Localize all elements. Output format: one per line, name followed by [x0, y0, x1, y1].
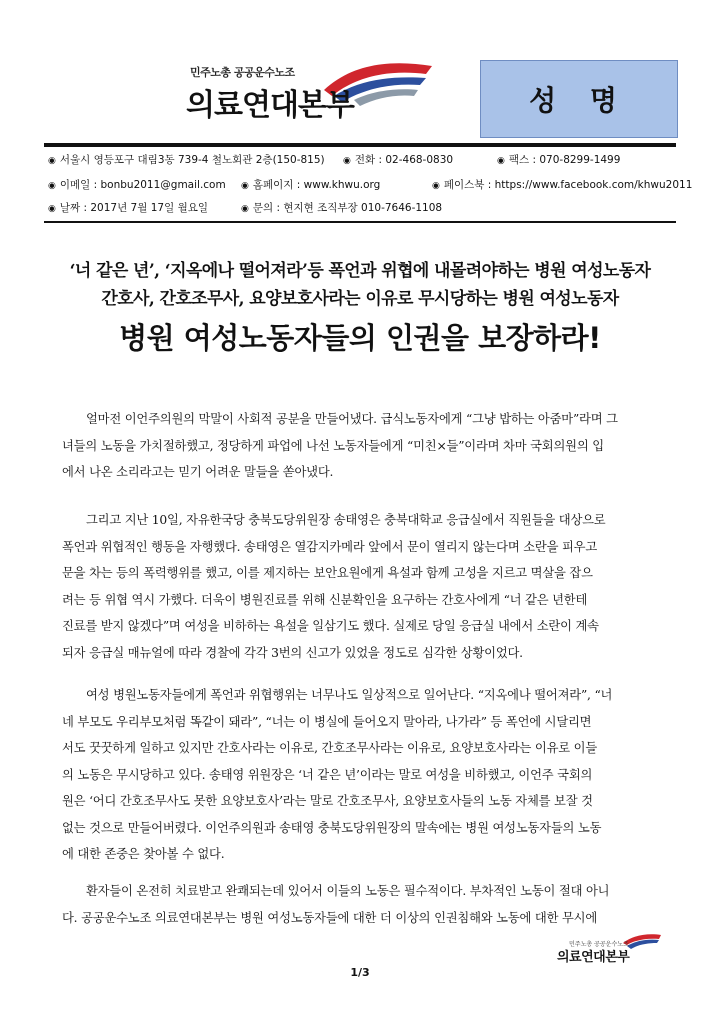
paragraph-3	[62, 682, 672, 868]
paragraph-line: 원은 ‘어디 간호조무사도 못한 요양보호사’라는 말로 간호조무사, 요양보호사들의 노동 자체를 보잘 것	[62, 794, 593, 808]
union-logo	[134, 52, 424, 132]
info-email: ◉ 이메일 : bonbu2011@gmail.com	[48, 179, 226, 191]
info-address: ◉ 서울시 영등포구 대림3동 739-4 철노회관 2층(150-815)	[48, 154, 325, 166]
paragraph-line: 되자 응급실 매뉴얼에 따라 경찰에 각각 3번의 신고가 있었을 정도로 심각한 상황이었다.	[62, 645, 523, 660]
paragraph-line: 려는 등 위협 역시 가했다. 더욱이 병원진료를 위해 신분확인을 요구하는 간호사에게 “너 같은 년한테	[62, 592, 588, 607]
paragraph-1	[62, 406, 672, 486]
paragraph-line: 에 대한 존중은 찾아볼 수 없다.	[62, 847, 225, 861]
paragraph-4	[62, 878, 672, 931]
bullet-icon: ◉	[432, 181, 440, 191]
document-type: 성 명	[529, 84, 629, 117]
bullet-icon: ◉	[241, 181, 249, 191]
paragraph-line: 진료를 받지 않겠다”며 여성을 비하하는 욕설을 일삼기도 했다. 실제로 당일 응급실 내에서 소란이 계속	[62, 619, 599, 633]
footer-org-subtitle: 민주노총 공공운수노조	[569, 941, 629, 948]
paragraph-line: 서도 꿋꿋하게 일하고 있지만 간호사라는 이유로, 간호조무사라는 이유로, 요양보호사라는 이유로 이들	[62, 741, 598, 755]
paragraph-line: 폭언과 위협적인 행동을 자행했다. 송태영은 열감지카메라 앞에서 문이 열리지 않는다며 소란을 피우고	[62, 539, 598, 554]
bullet-icon: ◉	[343, 156, 351, 166]
org-name: 의료연대본부	[186, 88, 354, 123]
paragraph-line: 다. 공공운수노조 의료연대본부는 병원 여성노동자들에 대한 더 이상의 인권침해와 노동에 대한 무시에	[62, 910, 598, 925]
info-contact: ◉ 문의 : 현지현 조직부장 010-7646-1108	[241, 202, 443, 214]
letterhead	[44, 44, 676, 142]
document-type-box	[480, 60, 678, 138]
header-divider	[44, 143, 676, 147]
info-fax: ◉ 팩스 : 070-8299-1499	[497, 154, 621, 166]
paragraph-line: 여성 병원노동자들에게 폭언과 위협행위는 너무나도 일상적으로 일어난다. “지옥에나 떨어져라”, “너	[86, 688, 613, 702]
info-divider	[44, 221, 676, 223]
bullet-icon: ◉	[48, 181, 56, 191]
info-facebook: ◉ 페이스북 : https://www.facebook.com/khwu2011	[432, 179, 693, 191]
paragraph-line: 에서 나온 소리라고는 믿기 어려운 말들을 쏟아냈다.	[62, 465, 334, 479]
subheadline-1: ‘너 같은 년’, ‘지옥에나 떨어져라’등 폭언과 위협에 내몰려야하는 병원 여성노동자	[69, 261, 651, 281]
info-date: ◉ 날짜 : 2017년 7월 17일 월요일	[48, 202, 208, 214]
main-headline: 병원 여성노동자들의 인권을 보장하라!	[119, 321, 601, 355]
page-number: 1/3	[350, 966, 370, 979]
paragraph-2	[62, 507, 672, 666]
bullet-icon: ◉	[241, 204, 249, 214]
paragraph-line: 환자들이 온전히 치료받고 완쾌되는데 있어서 이들의 노동은 필수적이다. 부차적인 노동이 절대 아니	[86, 884, 610, 898]
org-subtitle: 민주노총 공공운수노조	[190, 66, 295, 79]
bullet-icon: ◉	[48, 156, 56, 166]
paragraph-line: 그리고 지난 10일, 자유한국당 충북도당위원장 송태영은 충북대학교 응급실에서 직원들을 대상으로	[86, 513, 606, 527]
paragraph-line: 네 부모도 우리부모처럼 똑같이 돼라”, “너는 이 병실에 들어오지 말아라, 나가라” 등 폭언에 시달리면	[62, 714, 592, 729]
paragraph-line: 얼마전 이언주의원의 막말이 사회적 공분을 만들어냈다. 급식노동자에게 “그냥 밥하는 아줌마”라며 그	[86, 412, 618, 426]
paragraph-line: 의 노동은 무시당하고 있다. 송태영 위원장은 ‘너 같은 년’이라는 말로 여성을 비하했고, 이언주 국회의	[62, 767, 593, 782]
footer-org-name: 의료연대본부	[557, 950, 630, 965]
paragraph-line: 없는 것으로 만들어버렸다. 이언주의원과 송태영 충북도당위원장의 말속에는 병원 여성노동자들의 노동	[62, 820, 602, 835]
paragraph-line: 녀들의 노동을 가치절하했고, 정당하게 파업에 나선 노동자들에게 “미친×들”이라며 차마 국회의원의 입	[62, 438, 604, 453]
bullet-icon: ◉	[48, 204, 56, 214]
subheadline-2: 간호사, 간호조무사, 요양보호사라는 이유로 무시당하는 병원 여성노동자	[101, 289, 619, 309]
info-phone: ◉ 전화 : 02-468-0830	[343, 154, 454, 166]
bullet-icon: ◉	[497, 156, 505, 166]
info-homepage: ◉ 홈페이지 : www.khwu.org	[241, 179, 381, 191]
paragraph-line: 문을 차는 등의 폭력행위를 했고, 이를 제지하는 보안요원에게 욕설과 함께 고성을 지르고 멱살을 잡으	[62, 566, 593, 580]
